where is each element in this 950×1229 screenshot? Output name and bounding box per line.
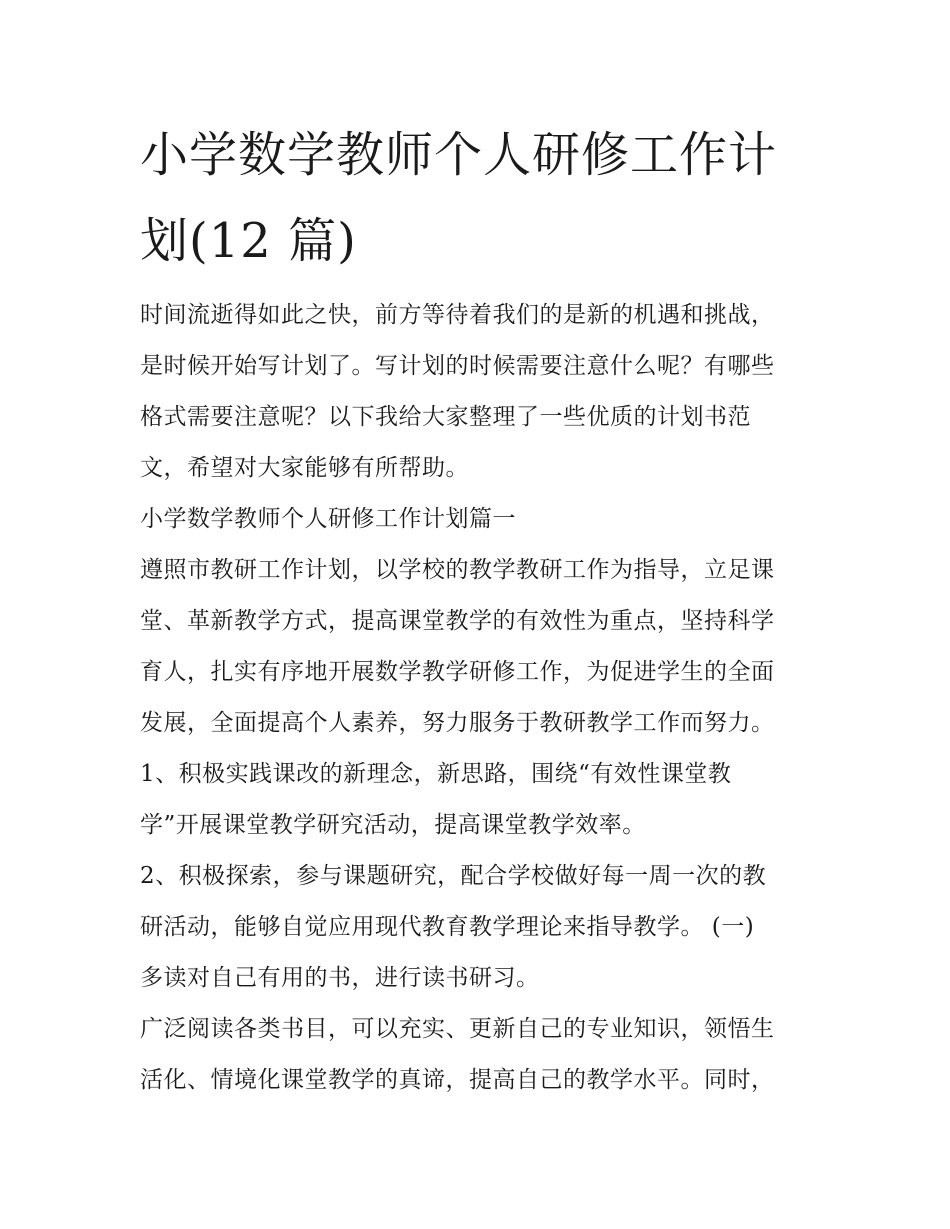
text-line: 活化、情境化课堂教学的真谛，提高自己的教学水平。同时， <box>140 1067 775 1093</box>
intro-paragraph <box>140 290 820 494</box>
text-line: 2、积极探索，参与课题研究，配合学校做好每一周一次的教 <box>140 863 767 889</box>
text-line: 多读对自己有用的书，进行读书研习。 <box>140 965 540 991</box>
body-paragraph <box>140 545 820 749</box>
body-paragraph <box>140 1004 820 1106</box>
document-title <box>140 112 820 284</box>
text-line: 育人，扎实有序地开展数学教学研修工作，为促进学生的全面 <box>140 659 775 685</box>
text-line: 研活动，能够自觉应用现代教育教学理论来指导教学。 (一) <box>140 914 755 940</box>
title-line-1: 小学数学教师个人研修工作计 <box>140 127 778 183</box>
title-line-2: 划(12 篇) <box>140 213 357 269</box>
text-line: 广泛阅读各类书目，可以充实、更新自己的专业知识，领悟生 <box>140 1016 775 1042</box>
document-page <box>140 112 820 1106</box>
text-line: 发展，全面提高个人素养，努力服务于教研教学工作而努力。 <box>140 710 775 736</box>
text-line: 文，希望对大家能够有所帮助。 <box>140 455 469 481</box>
text-line: 遵照市教研工作计划，以学校的教学教研工作为指导，立足课 <box>140 557 775 583</box>
text-line: 1、积极实践课改的新理念，新思路，围绕“有效性课堂教 <box>140 761 732 787</box>
section-heading <box>140 494 820 545</box>
text-line: 学”开展课堂教学研究活动，提高课堂教学效率。 <box>140 812 646 838</box>
list-item-2 <box>140 851 820 1004</box>
text-line: 时间流逝得如此之快，前方等待着我们的是新的机遇和挑战， <box>140 302 775 328</box>
text-line: 堂、革新教学方式，提高课堂教学的有效性为重点，坚持科学 <box>140 608 775 634</box>
list-item-1 <box>140 749 820 851</box>
text-line: 是时候开始写计划了。写计划的时候需要注意什么呢？有哪些 <box>140 353 775 379</box>
text-line: 格式需要注意呢？以下我给大家整理了一些优质的计划书范 <box>140 404 751 430</box>
text-line: 小学数学教师个人研修工作计划篇一 <box>140 506 516 532</box>
